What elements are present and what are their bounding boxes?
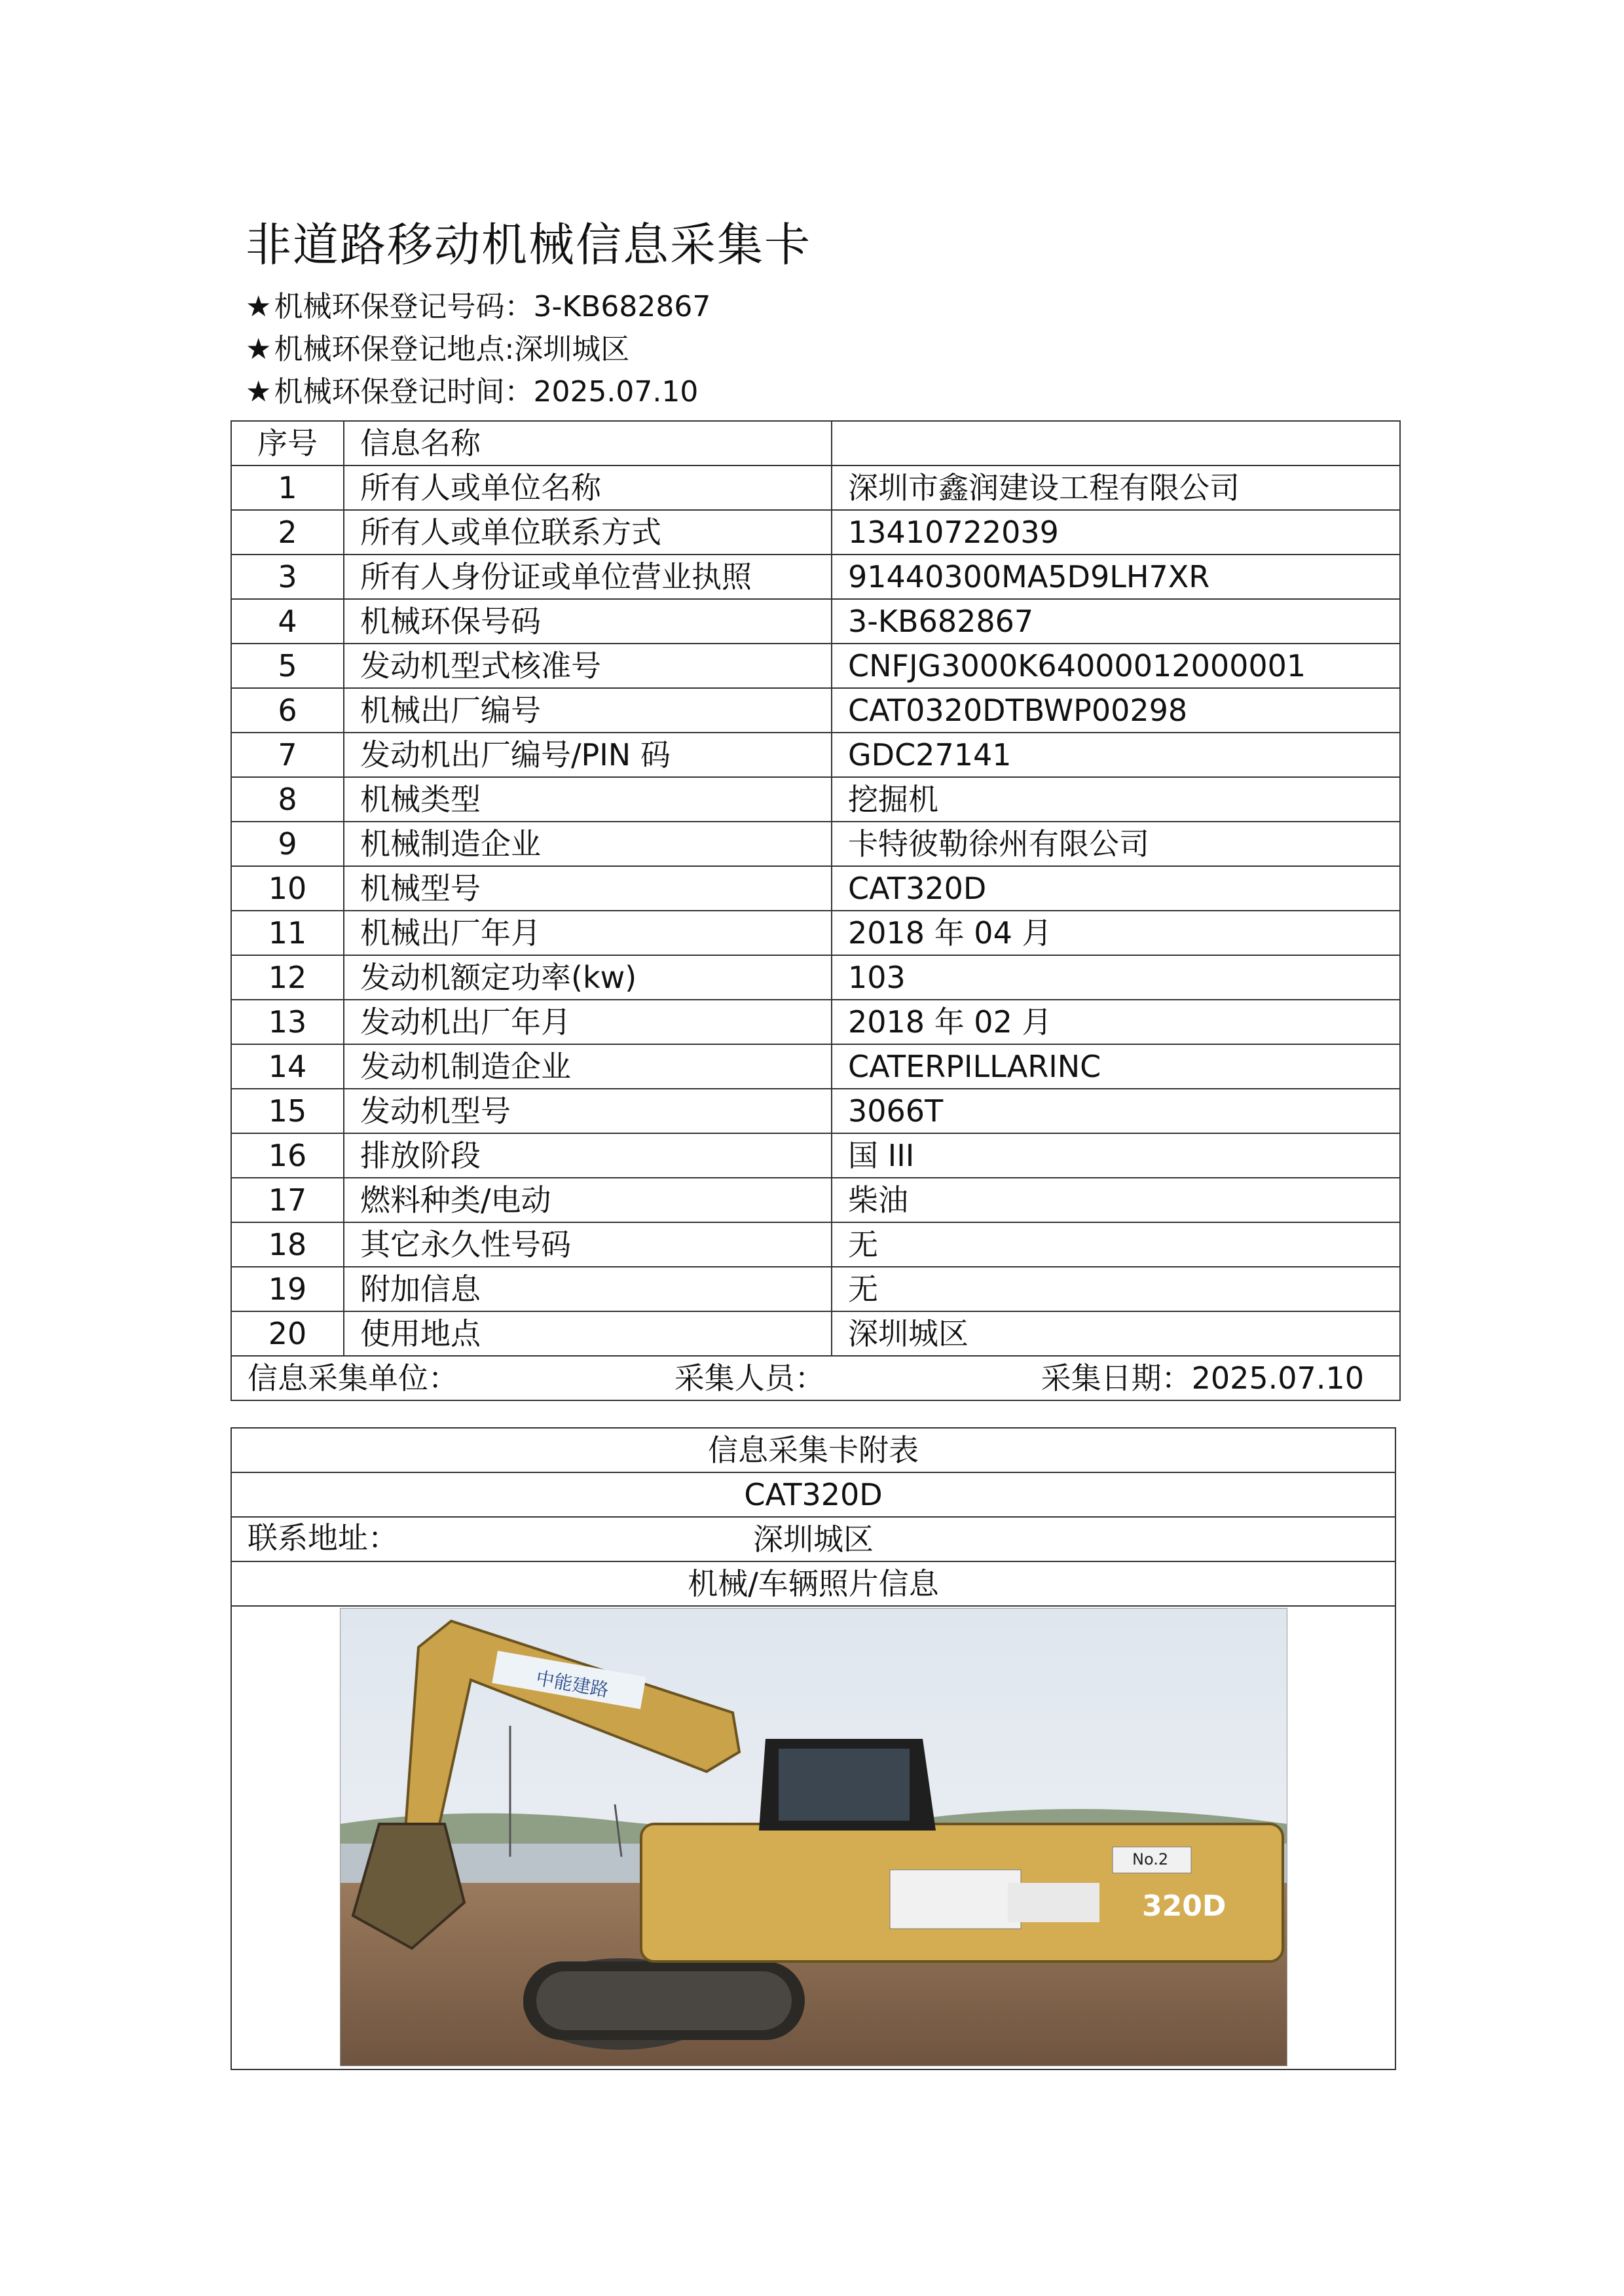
row-name: 使用地点 [344,1311,832,1356]
info-table [231,420,1401,1401]
collector-label: 采集人员： [674,1360,825,1396]
table-row [231,555,1400,599]
collection-date: 采集日期：2025.07.10 [1041,1360,1364,1396]
table-header-row [231,421,1400,465]
row-name: 发动机型号 [344,1089,832,1133]
row-num: 4 [231,599,344,644]
table-row [231,955,1400,1000]
row-name: 所有人或单位名称 [344,465,832,510]
row-name: 发动机额定功率(kw) [344,955,832,1000]
row-name: 燃料种类/电动 [344,1178,832,1222]
collection-unit-label: 信息采集单位： [248,1360,458,1396]
row-num: 12 [231,955,344,1000]
star-icon: ★ [246,290,272,323]
table-row [231,1089,1400,1133]
table-footer-row [231,1356,1400,1400]
row-value: 深圳城区 [832,1311,1400,1356]
row-num: 1 [231,465,344,510]
row-value: 2018 年 02 月 [832,1000,1400,1044]
row-value: 国 III [832,1133,1400,1178]
appendix-title: 信息采集卡附表 [231,1428,1395,1472]
appendix-photo-title-row [231,1561,1395,1606]
row-name: 机械型号 [344,866,832,911]
row-value: 挖掘机 [832,777,1400,822]
row-value: 3066T [832,1089,1400,1133]
row-num: 16 [231,1133,344,1178]
table-row [231,866,1400,911]
row-name: 发动机出厂年月 [344,1000,832,1044]
row-name: 机械出厂年月 [344,911,832,955]
row-name: 机械类型 [344,777,832,822]
row-num: 11 [231,911,344,955]
registration-place: ★机械环保登记地点:深圳城区 [246,333,630,366]
star-icon: ★ [246,375,272,409]
appendix-model: CAT320D [231,1472,1395,1517]
table-row [231,688,1400,733]
table-row [231,1311,1400,1356]
row-value: 2018 年 04 月 [832,911,1400,955]
table-row [231,599,1400,644]
row-value: 无 [832,1267,1400,1311]
table-row [231,1267,1400,1311]
table-row [231,510,1400,555]
row-num: 18 [231,1222,344,1267]
row-num: 6 [231,688,344,733]
star-icon: ★ [246,333,272,366]
registration-date: ★机械环保登记时间：2025.07.10 [246,375,699,409]
appendix-model-row [231,1472,1395,1517]
row-num: 10 [231,866,344,911]
row-name: 机械制造企业 [344,822,832,866]
row-num: 20 [231,1311,344,1356]
table-row [231,911,1400,955]
excavator-photo [340,1608,1287,2066]
row-num: 3 [231,555,344,599]
row-value: CATERPILLARINC [832,1044,1400,1089]
row-name: 发动机出厂编号/PIN 码 [344,733,832,777]
header-name: 信息名称 [344,421,832,465]
row-name: 所有人或单位联系方式 [344,510,832,555]
table-row [231,733,1400,777]
address-label: 联系地址： [248,1520,398,1556]
appendix-address-row [231,1517,1395,1561]
row-name: 附加信息 [344,1267,832,1311]
row-value: 13410722039 [832,510,1400,555]
row-num: 19 [231,1267,344,1311]
row-value: CNFJG3000K64000012000001 [832,644,1400,688]
appendix-title-row [231,1428,1395,1472]
row-num: 8 [231,777,344,822]
row-value: 3-KB682867 [832,599,1400,644]
table-row [231,777,1400,822]
registration-number: ★机械环保登记号码：3-KB682867 [246,290,711,323]
photo-title: 机械/车辆照片信息 [231,1561,1395,1606]
header-value [832,421,1400,465]
appendix-photo-row [231,1606,1395,2069]
row-name: 排放阶段 [344,1133,832,1178]
table-row [231,1044,1400,1089]
row-value: 深圳市鑫润建设工程有限公司 [832,465,1400,510]
table-row [231,465,1400,510]
row-name: 机械环保号码 [344,599,832,644]
row-name: 机械出厂编号 [344,688,832,733]
photo-unit-no-text: No.2 [1132,1850,1168,1868]
row-num: 7 [231,733,344,777]
row-value: GDC27141 [832,733,1400,777]
row-num: 15 [231,1089,344,1133]
row-num: 13 [231,1000,344,1044]
table-row [231,822,1400,866]
row-value: 91440300MA5D9LH7XR [832,555,1400,599]
row-num: 5 [231,644,344,688]
row-value: CAT0320DTBWP00298 [832,688,1400,733]
page-title: 非道路移动机械信息采集卡 [246,218,811,272]
appendix-table [231,1427,1396,2070]
row-value: 无 [832,1222,1400,1267]
table-row [231,1222,1400,1267]
row-value: CAT320D [832,866,1400,911]
table-row [231,644,1400,688]
header-num: 序号 [231,421,344,465]
photo-model-text: 320D [1141,1889,1226,1923]
address-value: 深圳城区 [753,1522,874,1557]
row-num: 14 [231,1044,344,1089]
row-name: 所有人身份证或单位营业执照 [344,555,832,599]
table-row [231,1178,1400,1222]
row-name: 其它永久性号码 [344,1222,832,1267]
row-num: 17 [231,1178,344,1222]
row-name: 发动机型式核准号 [344,644,832,688]
row-num: 2 [231,510,344,555]
row-value: 103 [832,955,1400,1000]
table-row [231,1000,1400,1044]
row-value: 柴油 [832,1178,1400,1222]
row-num: 9 [231,822,344,866]
photo-banner-text: 中能建路 [534,1667,610,1702]
table-row [231,1133,1400,1178]
row-name: 发动机制造企业 [344,1044,832,1089]
row-value: 卡特彼勒徐州有限公司 [832,822,1400,866]
